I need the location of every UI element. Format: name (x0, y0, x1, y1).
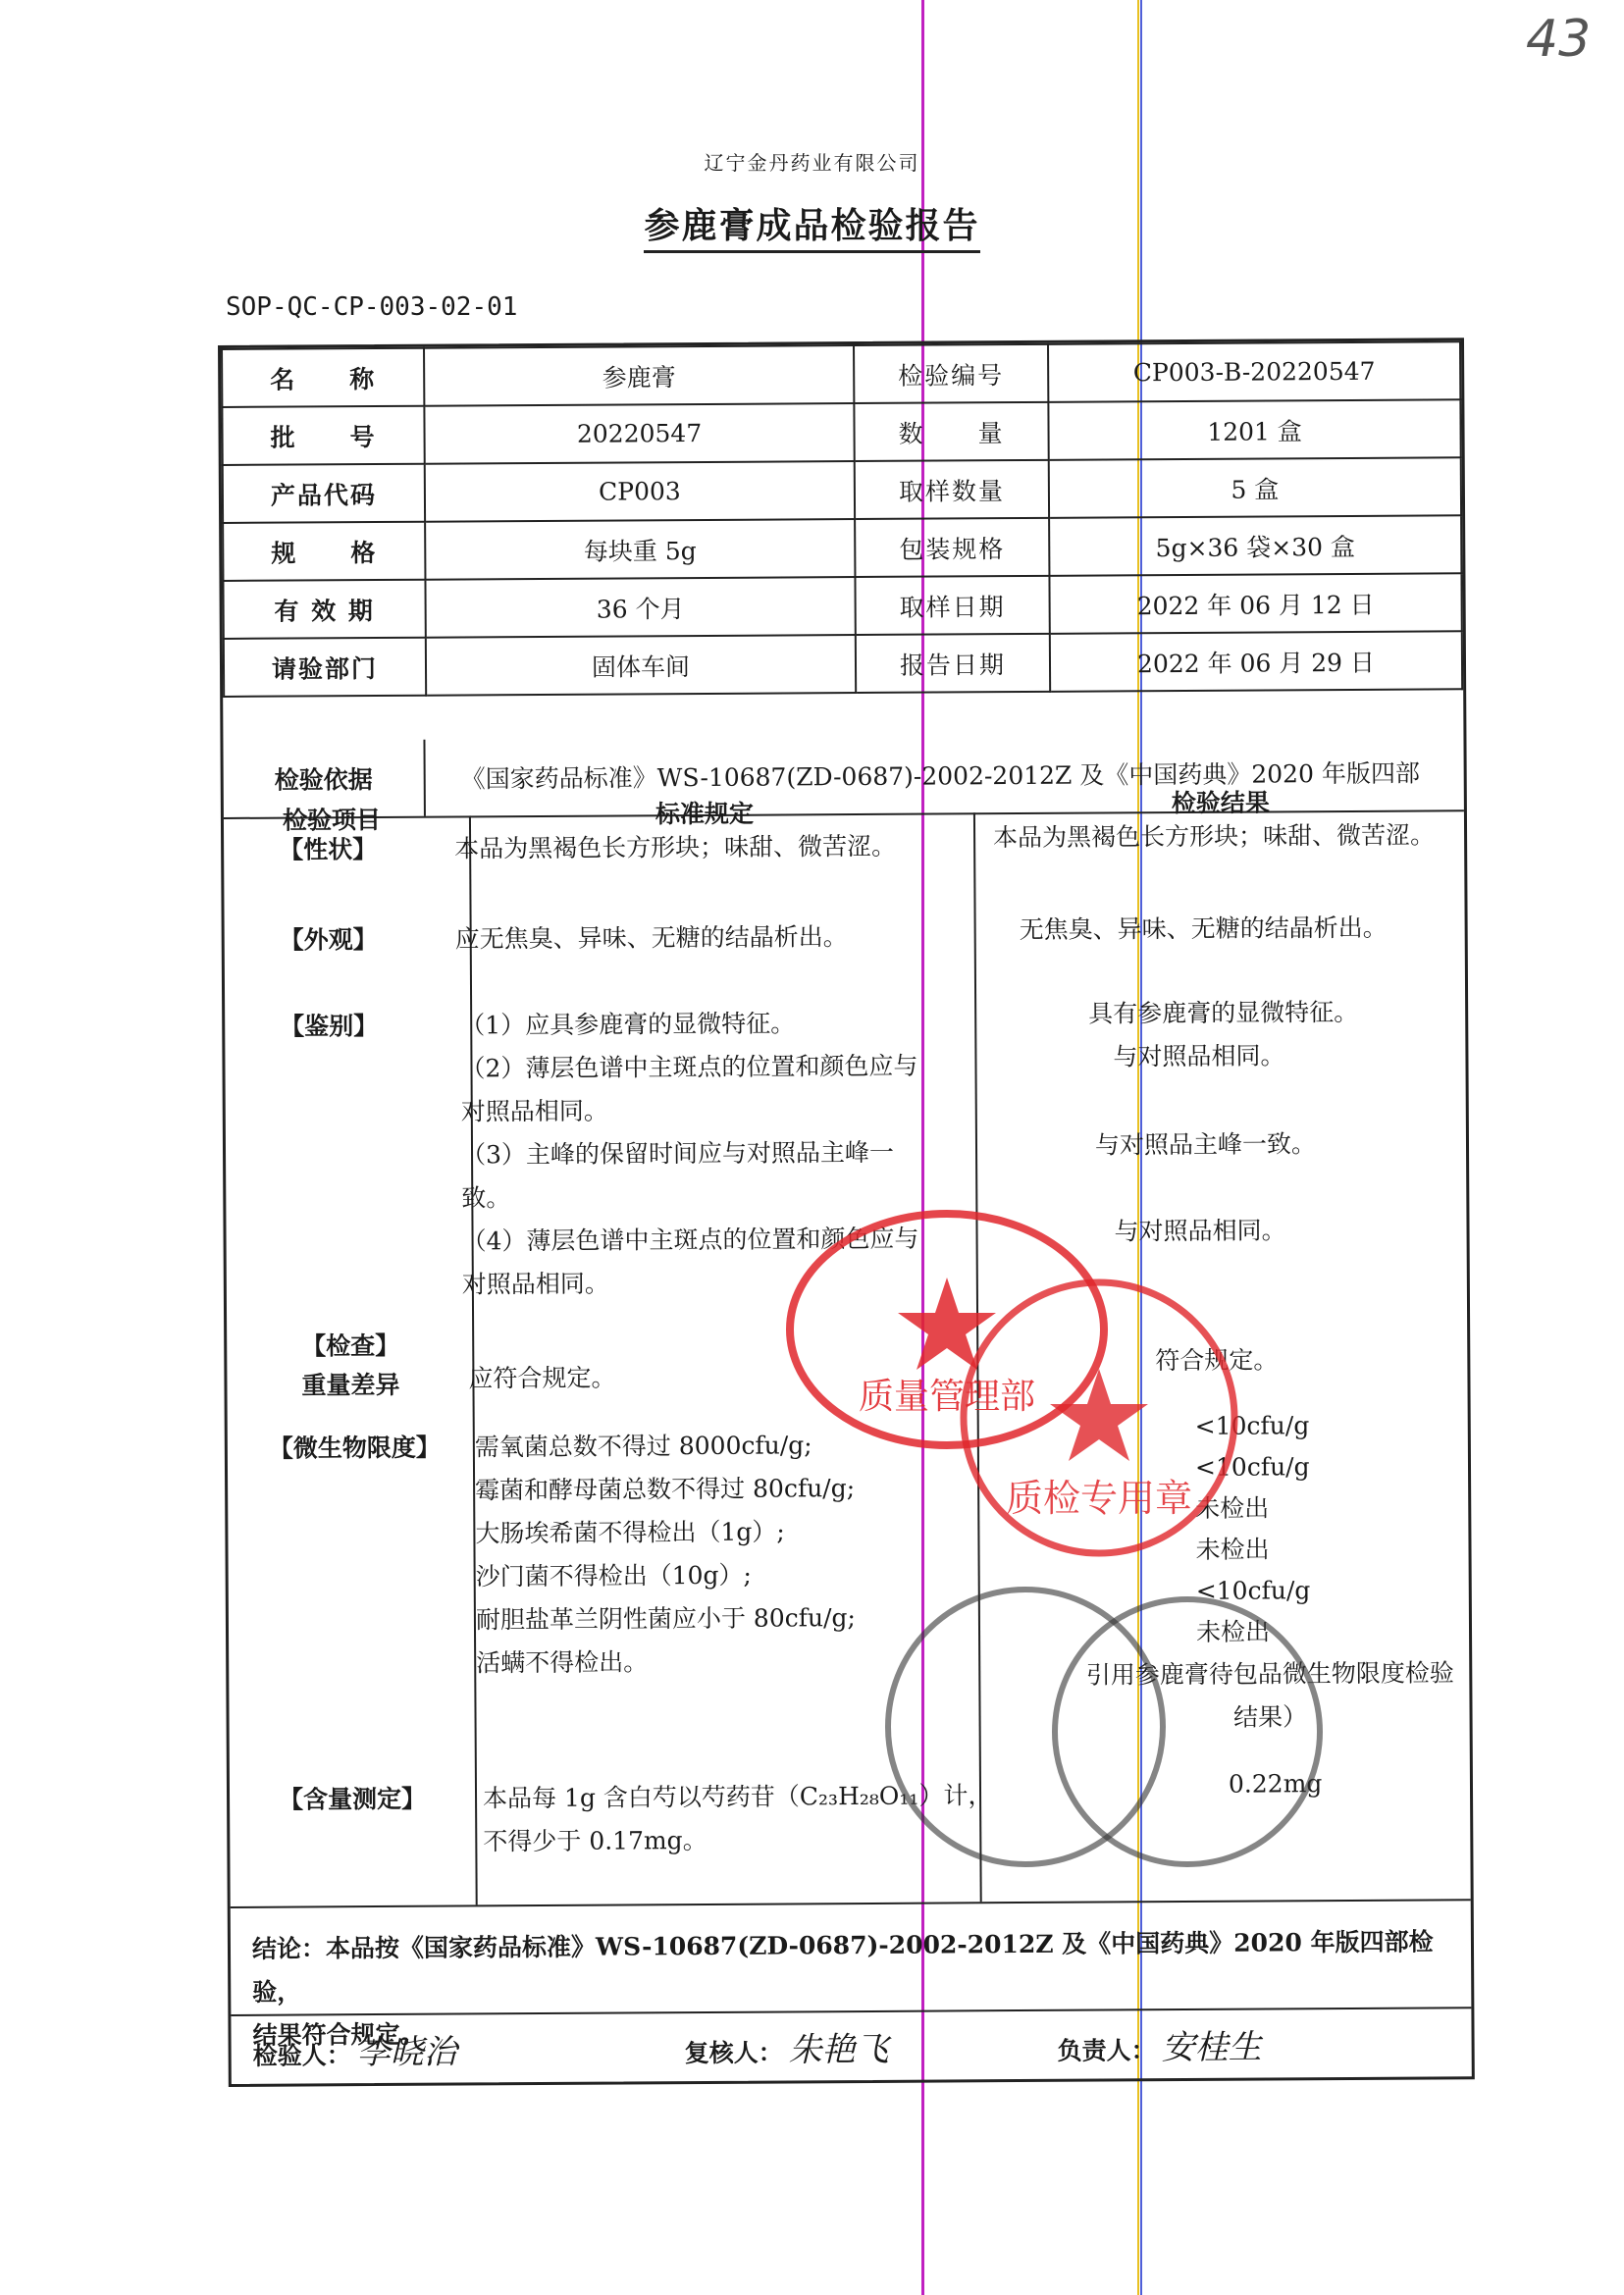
info-label: 有 效 期 (223, 580, 425, 639)
basis-label: 检验依据 (223, 740, 425, 817)
inspection-label: 【检查】 (301, 1330, 400, 1361)
character-label: 【性状】 (279, 835, 378, 864)
conclusion-line-1: 结论：本品按《国家药品标准》WS-10687(ZD-0687)-2002-2012Z 及《中国药典》2020 年版四部检验， (251, 1927, 1434, 2007)
manager-block (1057, 2020, 1261, 2069)
info-label: 规 格 (223, 522, 425, 581)
inspector-signature: 李晓治 (356, 2032, 457, 2073)
basis-value: 《国家药品标准》WS-10687(ZD-0687)-2002-2012Z 及《中国药典》2020 年版四部 (460, 758, 1420, 794)
microbial-standard (475, 1424, 857, 1685)
info-value: CP003 (425, 461, 855, 522)
microbial-result-line: 未检出 (1195, 1535, 1270, 1564)
microbial-result-line: 未检出 (1195, 1617, 1271, 1646)
identification-result-1: 具有参鹿膏的显微特征。 (1088, 997, 1359, 1028)
info-label: 请验部门 (224, 638, 426, 697)
info-value-2: 1201 盒 (1048, 399, 1460, 460)
black-stamp-2 (1045, 1590, 1330, 1874)
info-value: 参鹿膏 (424, 345, 854, 406)
identification-standard-line: 对照品相同。 (461, 1269, 609, 1299)
character-result: 本品为黑褐色长方形块；味甜、微苦涩。 (992, 820, 1436, 853)
info-table (221, 340, 1463, 698)
info-value: 固体车间 (426, 635, 856, 696)
identification-standard-line: （3）主峰的保留时间应与对照品主峰一 (460, 1137, 895, 1170)
appearance-label: 【外观】 (279, 925, 378, 955)
microbial-label: 【微生物限度】 (268, 1433, 441, 1463)
info-value-2: 2022 年 06 月 12 日 (1049, 573, 1461, 634)
conclusion-line-2: 结果符合规定。 (252, 2019, 425, 2050)
microbial-standard-line: 活螨不得检出。 (476, 1647, 649, 1678)
inspection-result: 符合规定。 (1155, 1345, 1279, 1376)
microbial-standard-line: 耐胆盐革兰阴性菌应小于 80cfu/g; (475, 1603, 856, 1635)
red-stamp-2 (957, 1276, 1241, 1560)
reviewer-label: 复核人： (684, 2038, 783, 2068)
microbial-result-line: <10cfu/g (1194, 1452, 1310, 1482)
assay-result: 0.22mg (1228, 1769, 1323, 1799)
manager-signature: 安桂生 (1161, 2027, 1262, 2068)
signature-row (252, 2018, 1449, 2073)
info-value: 36 个月 (425, 577, 855, 638)
inspector-label: 检验人： (252, 2041, 351, 2070)
info-row (224, 631, 1462, 697)
info-label-2: 检验编号 (854, 344, 1048, 403)
reviewer-signature: 朱艳飞 (788, 2029, 889, 2070)
info-label: 批 号 (222, 406, 424, 465)
svg-text:质量管理部: 质量管理部 (858, 1377, 1036, 1417)
microbial-result-line: 未检出 (1195, 1493, 1270, 1523)
info-row (223, 457, 1461, 523)
info-value-2: 2022 年 06 月 29 日 (1050, 631, 1462, 692)
character-standard: 本品为黑褐色长方形块；味甜、微苦涩。 (454, 831, 897, 863)
identification-standard-line: （1）应具参鹿膏的显微特征。 (460, 1009, 796, 1040)
identification-result-2: 与对照品相同。 (1113, 1041, 1285, 1071)
inspector-block (252, 2023, 684, 2074)
info-row (222, 341, 1460, 407)
page-number-handwritten: 43 (1526, 10, 1592, 69)
inspection-standard: 应符合规定。 (468, 1363, 616, 1393)
identification-result-3: 与对照品主峰一致。 (1094, 1129, 1317, 1160)
inspection-sub: 重量差异 (301, 1370, 400, 1400)
microbial-standard-line: 需氧菌总数不得过 8000cfu/g; (474, 1431, 812, 1462)
info-label-2: 取样数量 (855, 460, 1049, 519)
microbial-result-line: <10cfu/g (1195, 1576, 1311, 1605)
header-standard: 标准规定 (655, 799, 755, 829)
microbial-standard-line: 霉菌和酵母菌总数不得过 80cfu/g; (475, 1474, 856, 1505)
microbial-note-line: 引用参鹿膏待包品微生物限度检验 (1085, 1658, 1454, 1690)
manager-label: 负责人： (1057, 2036, 1156, 2065)
assay-standard-line: 不得少于 0.17mg。 (483, 1825, 707, 1856)
info-row (223, 515, 1461, 581)
microbial-note-line: 结果） (1232, 1702, 1308, 1732)
info-value: 20220547 (424, 403, 854, 464)
assay-standard-line: 本品每 1g 含白芍以芍药苷（C₂₃H₂₈O₁₁）计， (482, 1781, 993, 1813)
info-value-2: 5g×36 袋×30 盒 (1049, 515, 1461, 576)
identification-standard-line: （2）薄层色谱中主斑点的位置和颜色应与 (460, 1051, 918, 1083)
info-row (223, 573, 1461, 639)
info-label: 产品代码 (223, 464, 425, 523)
info-label: 名 称 (222, 348, 424, 407)
microbial-standard-line: 大肠埃希菌不得检出（1g）; (475, 1517, 785, 1548)
info-label-2: 取样日期 (855, 576, 1049, 635)
page-title: 参鹿膏成品检验报告 (0, 198, 1624, 248)
identification-standard-line: （4）薄层色谱中主斑点的位置和颜色应与 (461, 1224, 919, 1256)
company-name: 辽宁金丹药业有限公司 (704, 151, 920, 175)
header-result: 检验结果 (1171, 788, 1270, 818)
info-row (222, 399, 1460, 465)
info-label-2: 数 量 (854, 402, 1048, 461)
microbial-standard-line: 沙门菌不得检出（10g）; (475, 1560, 753, 1591)
info-value-2: 5 盒 (1049, 457, 1461, 518)
info-value: 每块重 5g (425, 519, 855, 580)
identification-label: 【鉴别】 (280, 1012, 379, 1041)
reviewer-block (684, 2021, 1057, 2071)
info-label-2: 报告日期 (856, 634, 1050, 693)
identification-result-4: 与对照品相同。 (1114, 1216, 1286, 1246)
info-value-2: CP003-B-20220547 (1048, 341, 1460, 402)
identification-standard-line: 致。 (461, 1183, 511, 1213)
svg-text:质检专用章: 质检专用章 (1005, 1477, 1193, 1520)
header-item: 检验项目 (282, 805, 382, 835)
document-number: SOP-QC-CP-003-02-01 (226, 292, 518, 322)
basis-row (223, 733, 1463, 819)
appearance-result: 无焦臭、异味、无糖的结晶析出。 (1019, 913, 1388, 945)
identification-standard-line: 对照品相同。 (460, 1096, 608, 1126)
microbial-result-line: <10cfu/g (1194, 1411, 1310, 1440)
info-label-2: 包装规格 (855, 518, 1049, 577)
appearance-standard: 应无焦臭、异味、无糖的结晶析出。 (454, 922, 848, 954)
assay-label: 【含量测定】 (278, 1784, 427, 1814)
